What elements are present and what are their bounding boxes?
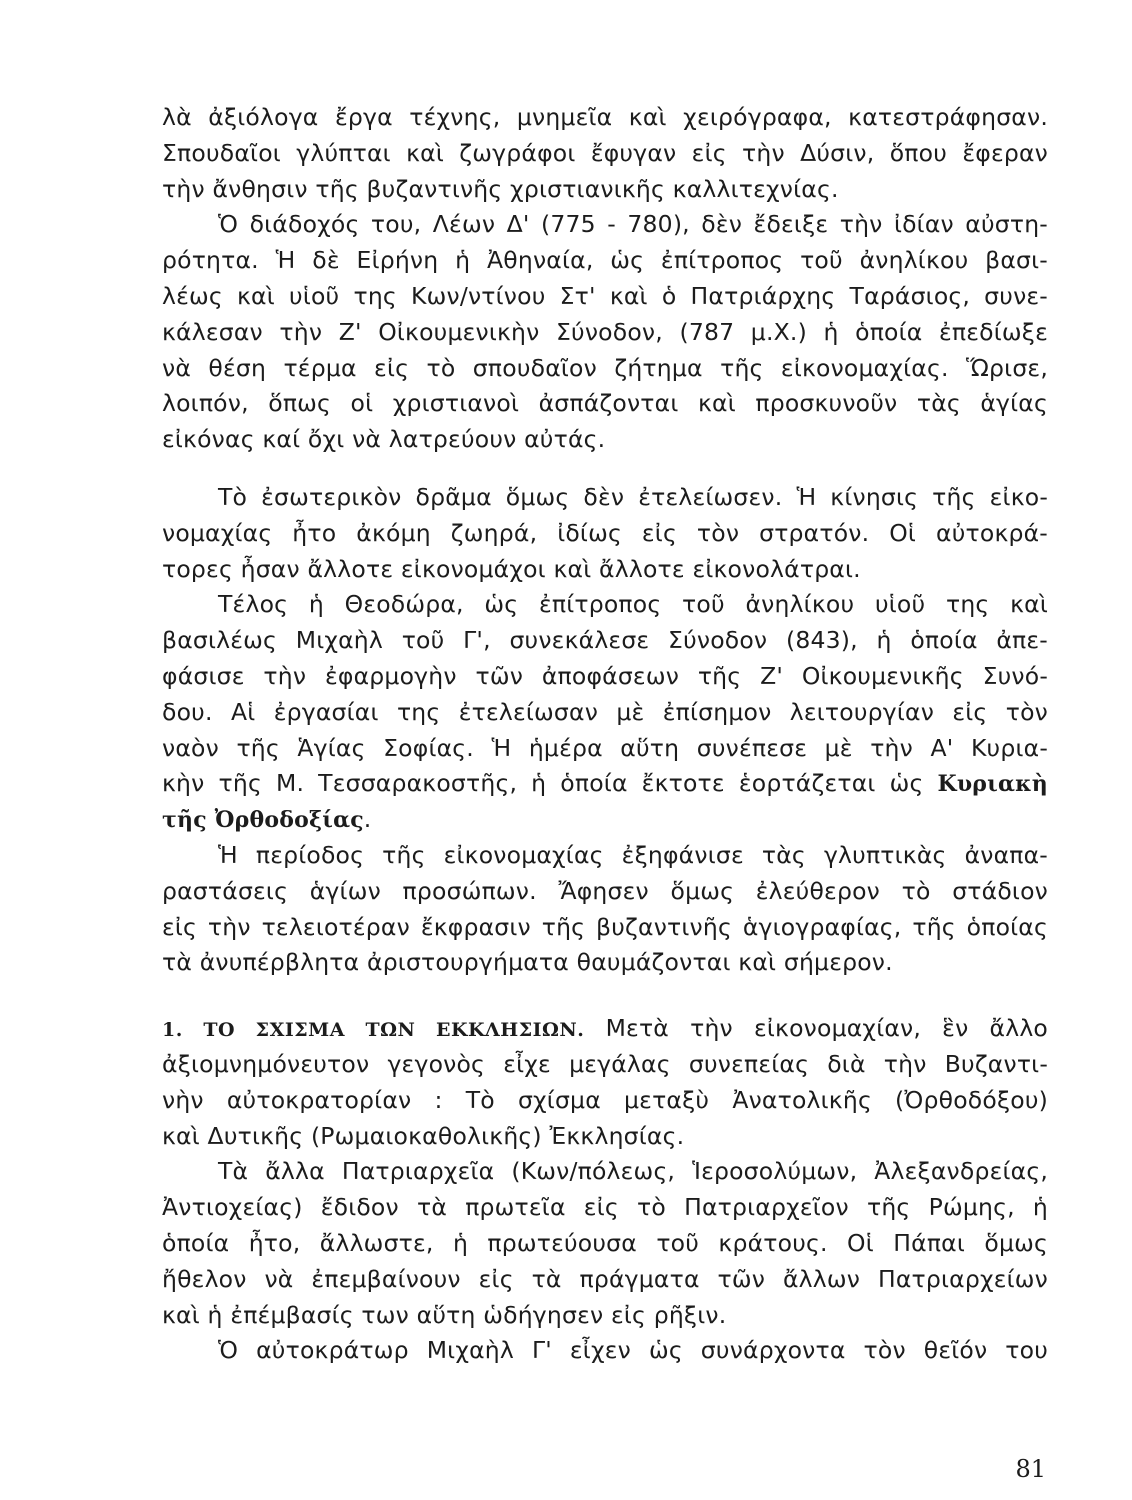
text-run: Μετὰ τὴν εἰκονομαχίαν, ἓν ἄλλο <box>605 1014 1049 1043</box>
text-line: Τὸ ἐσωτερικὸν δρᾶμα ὅμως δὲν ἐτελείωσεν. Ἡ κίνησις τῆς εἰκο- <box>218 482 1048 511</box>
text-line: φάσισε τὴν ἐφαρμογὴν τῶν ἀποφάσεων τῆς Ζ' Οἰκουμενικῆς Συνό- <box>162 661 1048 690</box>
text-line: νὴν αὐτοκρατορίαν : Τὸ σχίσμα μεταξὺ Ἀνατολικῆς (Ὀρθοδόξου) <box>162 1085 1048 1114</box>
text-line: ναὸν τῆς Ἁγίας Σοφίας. Ἡ ἡμέρα αὕτη συνέπεσε μὲ τὴν Α' Κυρια- <box>162 733 1048 762</box>
text-line: κάλεσαν τὴν Ζ' Οἰκουμενικὴν Σύνοδον, (787 μ.Χ.) ἡ ὁποία ἐπεδίωξε <box>162 317 1048 346</box>
text-line: ὁποία ἦτο, ἄλλωστε, ἡ πρωτεύουσα τοῦ κράτους. Οἱ Πάπαι ὅμως <box>162 1228 1048 1257</box>
text-line: νομαχίας ἦτο ἀκόμη ζωηρά, ἰδίως εἰς τὸν στρατόν. Οἱ αὐτοκρά- <box>162 518 1048 547</box>
text-run: . <box>363 805 372 834</box>
text-line: λέως καὶ υἱοῦ της Κων/ντίνου Στ' καὶ ὁ Πατριάρχης Ταράσιος, συνε- <box>162 281 1048 310</box>
text-line: ἀξιομνημόνευτον γεγονὸς εἶχε μεγάλας συνεπείας διὰ τὴν Βυζαντι- <box>162 1049 1048 1078</box>
text-line: λοιπόν, ὅπως οἱ χριστιανοὶ ἀσπάζονται καὶ προσκυνοῦν τὰς ἁγίας <box>162 389 1048 418</box>
text-line: δου. Αἱ ἐργασίαι της ἐτελείωσαν μὲ ἐπίσημον λειτουργίαν εἰς τὸν <box>162 697 1048 726</box>
text-line: βασιλέως Μιχαὴλ τοῦ Γ', συνεκάλεσε Σύνοδον (843), ἡ ὁποία ἀπε- <box>162 626 1048 655</box>
section-heading: 1. ΤΟ ΣΧΙΣΜΑ ΤΩΝ ΕΚΚΛΗΣΙΩΝ. <box>162 1019 585 1042</box>
bold-term: Κυριακὴ <box>937 771 1048 798</box>
text-line: τὴν ἄνθησιν τῆς βυζαντινῆς χριστιανικῆς καλλιτεχνίας. <box>162 174 839 203</box>
text-line: Ὁ διάδοχός του, Λέων Δ' (775 - 780), δὲν ἔδειξε τὴν ἰδίαν αὐστη- <box>218 210 1048 239</box>
text-line <box>162 802 1048 838</box>
text-run: κὴν τῆς Μ. Τεσσαρακοστῆς, ἡ ὁποία ἔκτοτε ἑορτάζεται ὡς <box>162 769 924 798</box>
text-line: εἰς τὴν τελειοτέραν ἔκφρασιν τῆς βυζαντινῆς ἁγιογραφίας, τῆς ὁποίας <box>162 912 1048 941</box>
text-line: Ἡ περίοδος τῆς εἰκονομαχίας ἐξηφάνισε τὰς γλυπτικὰς ἀναπα- <box>218 840 1048 869</box>
text-line: τορες ἦσαν ἄλλοτε εἰκονομάχοι καὶ ἄλλοτε εἰκονολάτραι. <box>162 554 861 583</box>
page-body <box>162 100 1048 1369</box>
text-line: νὰ θέση τέρμα εἰς τὸ σπουδαῖον ζήτημα τῆς εἰκονομαχίας. Ὥρισε, <box>162 353 1048 382</box>
text-line: Τέλος ἡ Θεοδώρα, ὡς ἐπίτροπος τοῦ ἀνηλίκου υἱοῦ της καὶ <box>218 590 1048 619</box>
text-line: τὰ ἀνυπέρβλητα ἀριστουργήματα θαυμάζονται καὶ σήμερον. <box>162 948 893 977</box>
page-number: 81 <box>1015 1455 1046 1483</box>
text-line: καὶ Δυτικῆς (Ρωμαιοκαθολικῆς) Ἐκκλησίας. <box>162 1121 685 1150</box>
text-line: εἰκόνας καί ὄχι νὰ λατρεύουν αὐτάς. <box>162 425 606 454</box>
text-line: ἤθελον νὰ ἐπεμβαίνουν εἰς τὰ πράγματα τῶν ἄλλων Πατριαρχείων <box>162 1264 1048 1293</box>
text-line: Ὁ αὐτοκράτωρ Μιχαὴλ Γ' εἶχεν ὡς συνάρχοντα τὸν θεῖόν του <box>218 1336 1048 1365</box>
text-line: ραστάσεις ἁγίων προσώπων. Ἄφησεν ὅμως ἐλεύθερον τὸ στάδιον <box>162 876 1048 905</box>
text-line: λὰ ἀξιόλογα ἔργα τέχνης, μνημεῖα καὶ χειρόγραφα, κατεστράφησαν. <box>162 103 1048 131</box>
bold-term: τῆς Ὀρθοδοξίας <box>162 807 364 834</box>
section-first-line <box>162 1011 1048 1047</box>
text-line: Σπουδαῖοι γλύπται καὶ ζωγράφοι ἔφυγαν εἰς τὴν Δύσιν, ὅπου ἔφεραν <box>162 138 1048 167</box>
text-line: ρότητα. Ἡ δὲ Εἰρήνη ἡ Ἀθηναία, ὡς ἐπίτροπος τοῦ ἀνηλίκου βασι- <box>162 246 1048 275</box>
text-line: καὶ ἡ ἐπέμβασίς των αὕτη ὡδήγησεν εἰς ρῆξιν. <box>162 1300 727 1329</box>
text-line <box>162 766 1048 802</box>
text-line: Τὰ ἄλλα Πατριαρχεῖα (Κων/πόλεως, Ἱεροσολύμων, Ἀλεξανδρείας, <box>218 1157 1048 1186</box>
text-line: Ἀντιοχείας) ἔδιδον τὰ πρωτεῖα εἰς τὸ Πατριαρχεῖον τῆς Ρώμης, ἡ <box>162 1193 1048 1222</box>
